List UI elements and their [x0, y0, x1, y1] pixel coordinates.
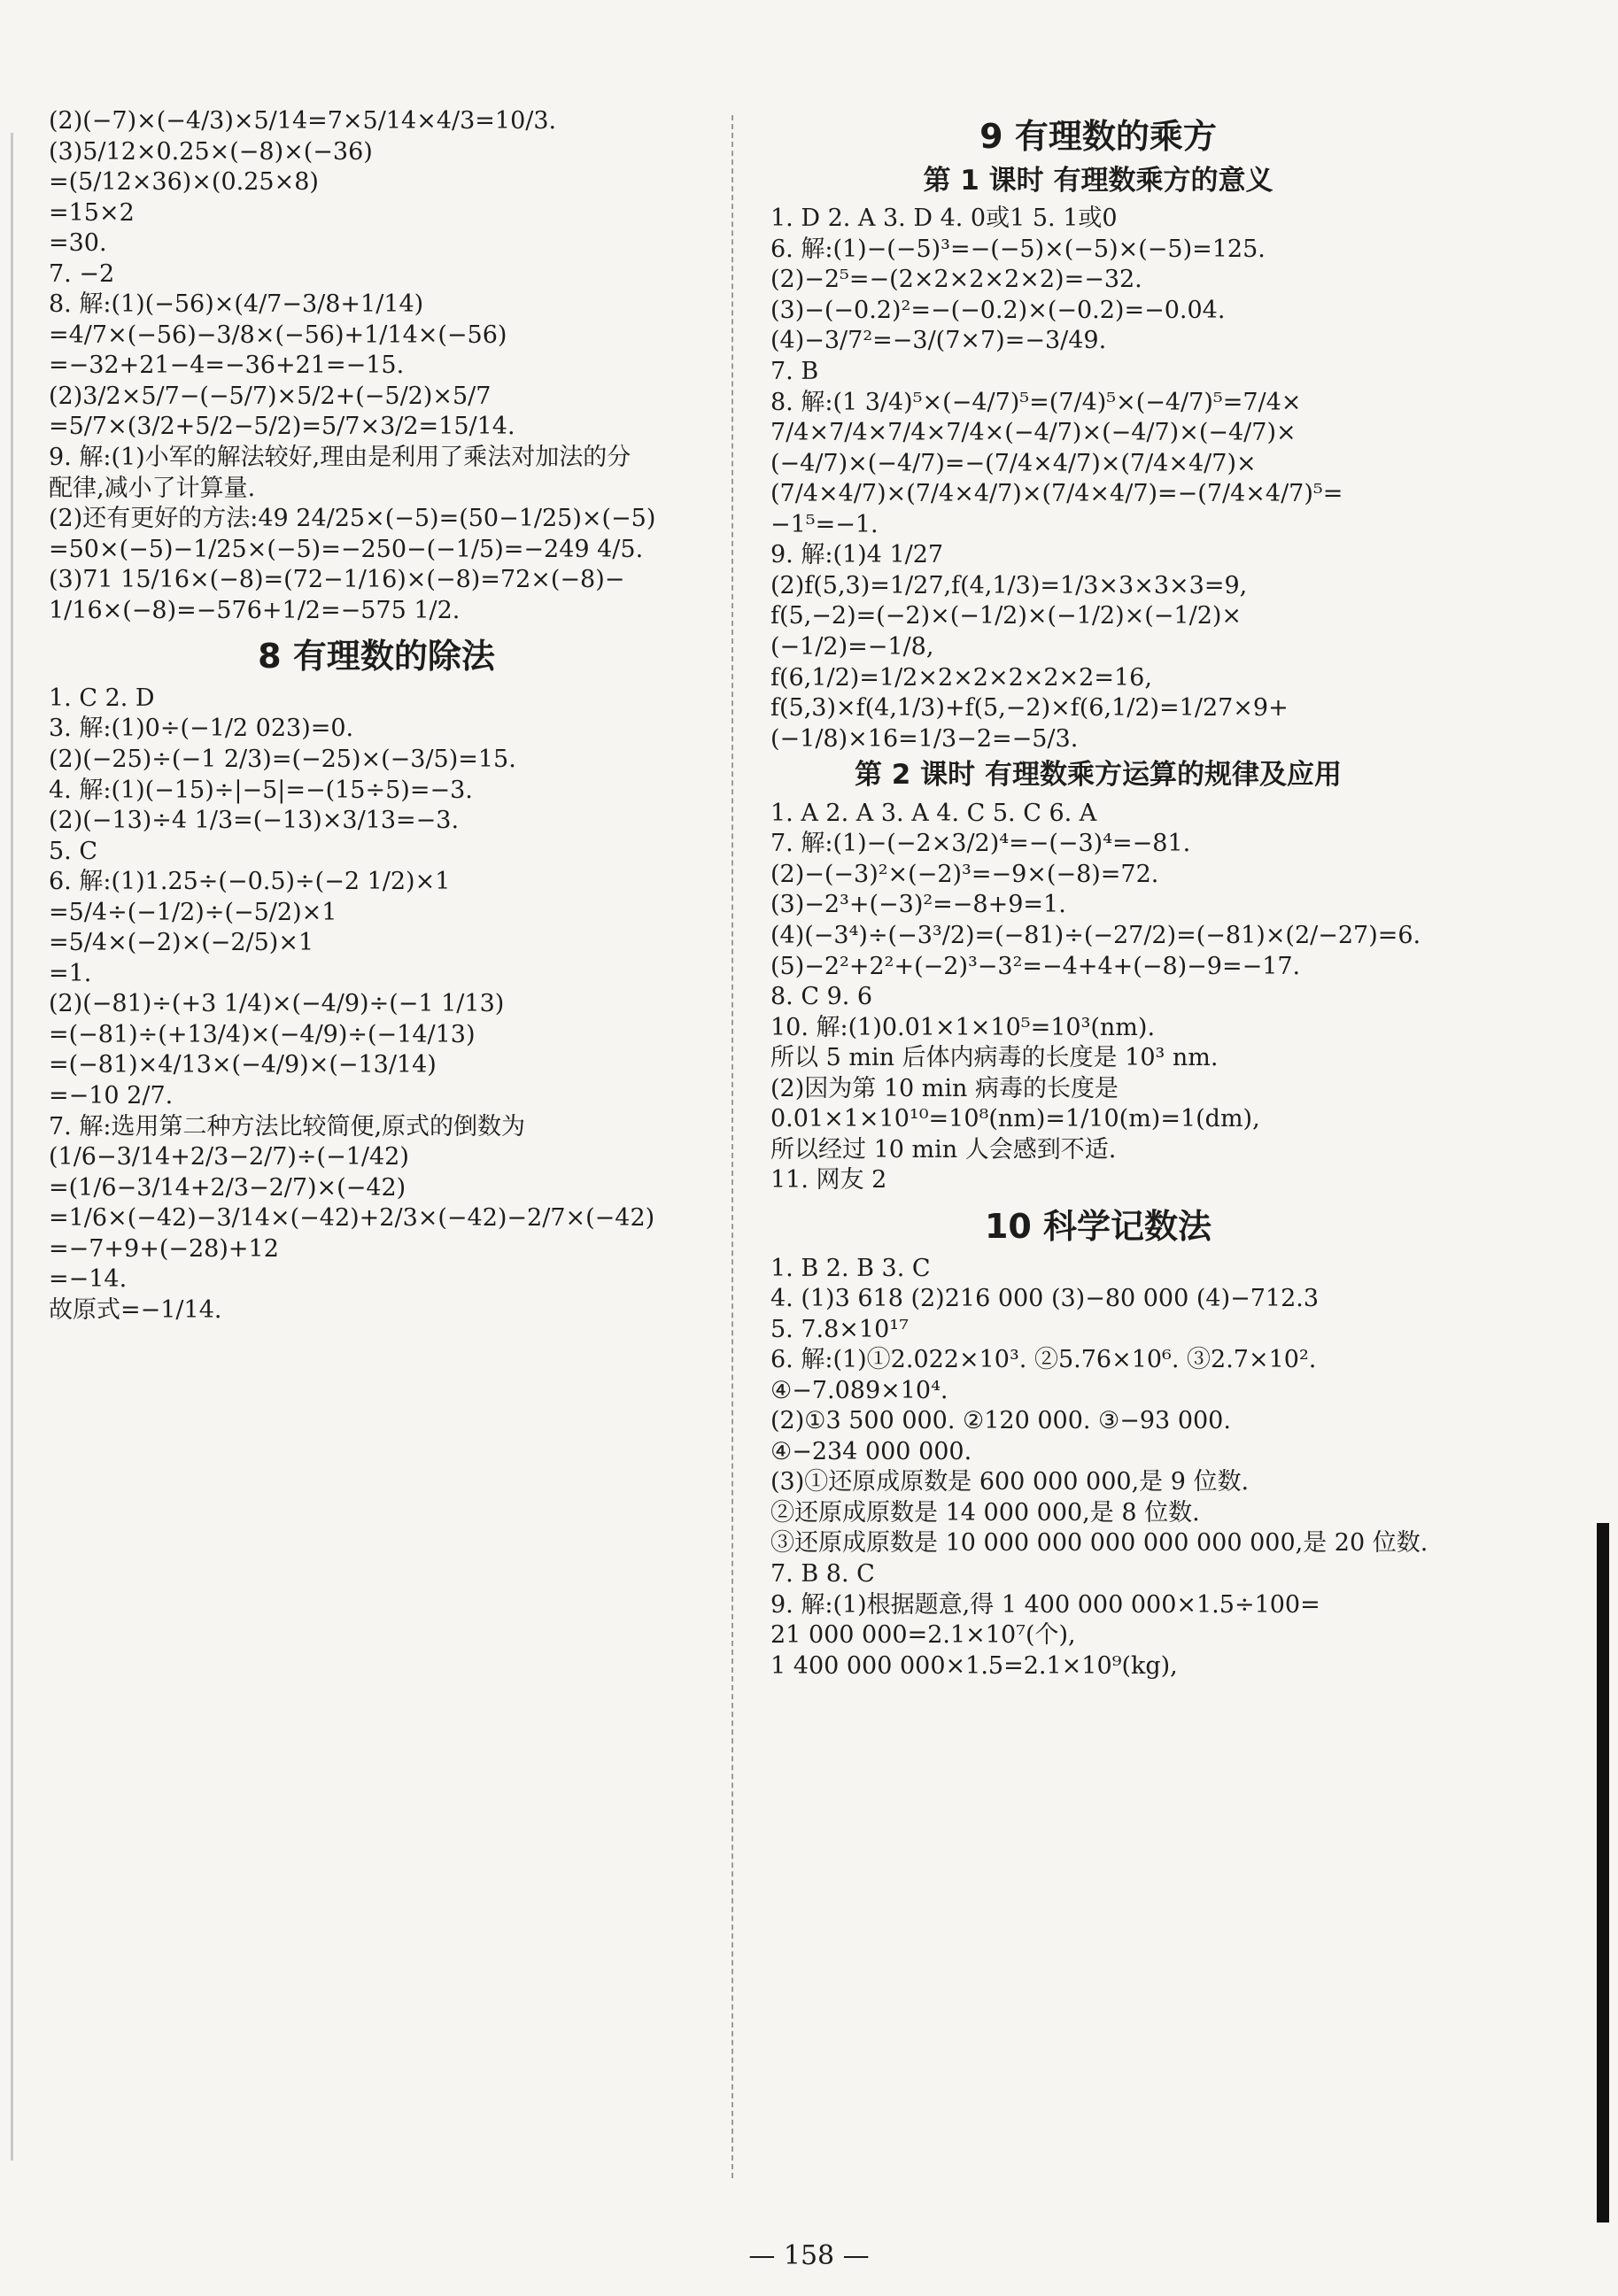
column-divider: [732, 115, 733, 2178]
answer-line: (3)5/12×0.25×(−8)×(−36): [49, 137, 373, 166]
right-column: [770, 106, 1426, 1681]
answer-line: (2)(−81)÷(+3 1/4)×(−4/9)÷(−1 1/13): [49, 990, 505, 1018]
answer-line: ④−234 000 000.: [770, 1437, 972, 1465]
answer-line: (2)因为第 10 min 病毒的长度是: [770, 1074, 1119, 1102]
answer-line: (−4/7)×(−4/7)=−(7/4×4/7)×(7/4×4/7)×: [770, 449, 1257, 477]
answer-line: 1 400 000 000×1.5=2.1×10⁹(kg),: [770, 1651, 1178, 1680]
answer-line: =50×(−5)−1/25×(−5)=−250−(−1/5)=−249 4/5.: [49, 535, 644, 563]
answer-line: (2)3/2×5/7−(−5/7)×5/2+(−5/2)×5/7: [49, 382, 492, 410]
lesson-title: 第 1 课时 有理数乘方的意义: [923, 164, 1273, 197]
answer-line: (4)−3/7²=−3/(7×7)=−3/49.: [770, 327, 1107, 355]
answer-line: −1⁵=−1.: [770, 510, 879, 538]
answer-line: =4/7×(−56)−3/8×(−56)+1/14×(−56): [49, 321, 507, 349]
answer-line: 故原式=−1/14.: [49, 1295, 222, 1324]
answer-line: 9. 解:(1)根据题意,得 1 400 000 000×1.5÷100=: [770, 1590, 1320, 1619]
answer-line: 所以 5 min 后体内病毒的长度是 10³ nm.: [770, 1044, 1219, 1072]
answer-line: 4. 解:(1)(−15)÷|−5|=−(15÷5)=−3.: [49, 776, 473, 804]
answer-line: (−1/8)×16=1/3−2=−5/3.: [770, 724, 1079, 753]
answer-line: 9. 解:(1)小军的解法较好,理由是利用了乘法对加法的分: [49, 444, 631, 472]
answer-line: (2)f(5,3)=1/27,f(4,1/3)=1/3×3×3×3=9,: [770, 571, 1248, 599]
answer-line: =30.: [49, 229, 107, 258]
answer-line: =5/7×(3/2+5/2−5/2)=5/7×3/2=15/14.: [49, 413, 515, 441]
answer-line: 8. 解:(1)(−56)×(4/7−3/8+1/14): [49, 290, 424, 319]
answer-line: 7. B: [770, 358, 819, 386]
answer-line: 8. 解:(1 3/4)⁵×(−4/7)⁵=(7/4)⁵×(−4/7)⁵=7/4×: [770, 388, 1302, 416]
answer-line: (2)还有更好的方法:49 24/25×(−5)=(50−1/25)×(−5): [49, 505, 656, 533]
answer-line: =(−81)×4/13×(−4/9)×(−13/14): [49, 1051, 437, 1079]
answer-line: ③还原成原数是 10 000 000 000 000 000 000,是 20 位数.: [770, 1529, 1428, 1558]
answer-line: (7/4×4/7)×(7/4×4/7)×(7/4×4/7)=−(7/4×4/7)⁵=: [770, 480, 1343, 508]
answer-line: ④−7.089×10⁴.: [770, 1376, 948, 1404]
answer-line: 1. A 2. A 3. A 4. C 5. C 6. A: [770, 799, 1097, 827]
answer-line: 9. 解:(1)4 1/27: [770, 541, 944, 569]
answer-line: =(5/12×36)×(0.25×8): [49, 168, 319, 197]
answer-line: (1/6−3/14+2/3−2/7)÷(−1/42): [49, 1143, 409, 1171]
answer-line: 1. D 2. A 3. D 4. 0或1 5. 1或0: [770, 205, 1118, 233]
binding-edge: [1597, 1523, 1609, 2223]
answer-line: (2)(−13)÷4 1/3=(−13)×3/13=−3.: [49, 807, 460, 835]
answer-line: =−7+9+(−28)+12: [49, 1234, 279, 1263]
answer-line: (3)−2³+(−3)²=−8+9=1.: [770, 891, 1066, 919]
answer-line: 6. 解:(1)−(−5)³=−(−5)×(−5)×(−5)=125.: [770, 235, 1266, 263]
answer-line: 7. −2: [49, 259, 115, 288]
answer-line: 1/16×(−8)=−576+1/2=−575 1/2.: [49, 596, 461, 624]
answer-line: 10. 解:(1)0.01×1×10⁵=10³(nm).: [770, 1013, 1156, 1041]
answer-line: 7. B 8. C: [770, 1560, 875, 1589]
answer-line: =−10 2/7.: [49, 1082, 174, 1110]
left-column: [49, 106, 704, 1326]
answer-line: (3)−(−0.2)²=−(−0.2)×(−0.2)=−0.04.: [770, 296, 1226, 324]
answer-line: 11. 网友 2: [770, 1166, 887, 1194]
answer-line: 4. (1)3 618 (2)216 000 (3)−80 000 (4)−712.3: [770, 1285, 1320, 1313]
answer-line: 7. 解:(1)−(−2×3/2)⁴=−(−3)⁴=−81.: [770, 830, 1191, 858]
answer-line: 配律,减小了计算量.: [49, 474, 256, 502]
answer-line: =(1/6−3/14+2/3−2/7)×(−42): [49, 1173, 406, 1202]
section-title: 9 有理数的乘方: [979, 117, 1217, 156]
answer-line: 21 000 000=2.1×10⁷(个),: [770, 1621, 1076, 1650]
answer-line: (3)①还原成原数是 600 000 000,是 9 位数.: [770, 1468, 1250, 1496]
section-title: 8 有理数的除法: [258, 637, 495, 676]
answer-line: 1. B 2. B 3. C: [770, 1254, 931, 1282]
answer-line: 5. 7.8×10¹⁷: [770, 1315, 909, 1343]
answer-line: 1. C 2. D: [49, 684, 155, 712]
answer-line: (3)71 15/16×(−8)=(72−1/16)×(−8)=72×(−8)−: [49, 566, 625, 594]
page-number: — 158 —: [748, 2240, 870, 2271]
answer-line: (5)−2²+2²+(−2)³−3²=−4+4+(−8)−9=−17.: [770, 952, 1301, 980]
answer-line: =(−81)÷(+13/4)×(−4/9)÷(−14/13): [49, 1020, 476, 1048]
answer-line: (2)−(−3)²×(−2)³=−9×(−8)=72.: [770, 860, 1159, 888]
answer-line: 7/4×7/4×7/4×7/4×(−4/7)×(−4/7)×(−4/7)×: [770, 419, 1297, 447]
answer-line: f(5,−2)=(−2)×(−1/2)×(−1/2)×(−1/2)×: [770, 602, 1243, 630]
answer-line: (2)(−7)×(−4/3)×5/14=7×5/14×4/3=10/3.: [49, 107, 557, 135]
answer-line: f(5,3)×f(4,1/3)+f(5,−2)×f(6,1/2)=1/27×9+: [770, 694, 1289, 723]
answer-line: (2)−2⁵=−(2×2×2×2×2)=−32.: [770, 266, 1142, 294]
answer-line: 所以经过 10 min 人会感到不适.: [770, 1135, 1117, 1163]
answer-line: (2)①3 500 000. ②120 000. ③−93 000.: [770, 1407, 1231, 1435]
answer-line: 3. 解:(1)0÷(−1/2 023)=0.: [49, 715, 354, 743]
answer-line: =5/4÷(−1/2)÷(−5/2)×1: [49, 898, 337, 926]
answer-line: 0.01×1×10¹⁰=10⁸(nm)=1/10(m)=1(dm),: [770, 1105, 1260, 1133]
answer-line: (−1/2)=−1/8,: [770, 632, 934, 661]
answer-line: f(6,1/2)=1/2×2×2×2×2×2=16,: [770, 663, 1152, 692]
answer-line: =−14.: [49, 1265, 128, 1294]
section-title: 10 科学记数法: [984, 1206, 1212, 1246]
answer-line: ②还原成原数是 14 000 000,是 8 位数.: [770, 1498, 1200, 1527]
answer-line: (2)(−25)÷(−1 2/3)=(−25)×(−3/5)=15.: [49, 746, 516, 774]
answer-line: =1.: [49, 959, 92, 987]
answer-line: (4)(−3⁴)÷(−3³/2)=(−81)÷(−27/2)=(−81)×(2/−27)=6.: [770, 922, 1421, 949]
lesson-title: 第 2 课时 有理数乘方运算的规律及应用: [855, 759, 1342, 792]
answer-line: =1/6×(−42)−3/14×(−42)+2/3×(−42)−2/7×(−42): [49, 1204, 655, 1233]
answer-line: 6. 解:(1)①2.022×10³. ②5.76×10⁶. ③2.7×10².: [770, 1346, 1317, 1374]
answer-line: =15×2: [49, 198, 135, 227]
answer-line: =5/4×(−2)×(−2/5)×1: [49, 929, 314, 957]
answer-line: 5. C: [49, 837, 98, 865]
page-edge-shadow: [11, 133, 13, 2161]
answer-line: 7. 解:选用第二种方法比较简便,原式的倒数为: [49, 1112, 526, 1140]
answer-line: 6. 解:(1)1.25÷(−0.5)÷(−2 1/2)×1: [49, 868, 451, 896]
answer-line: 8. C 9. 6: [770, 983, 873, 1011]
answer-line: =−32+21−4=−36+21=−15.: [49, 352, 405, 380]
